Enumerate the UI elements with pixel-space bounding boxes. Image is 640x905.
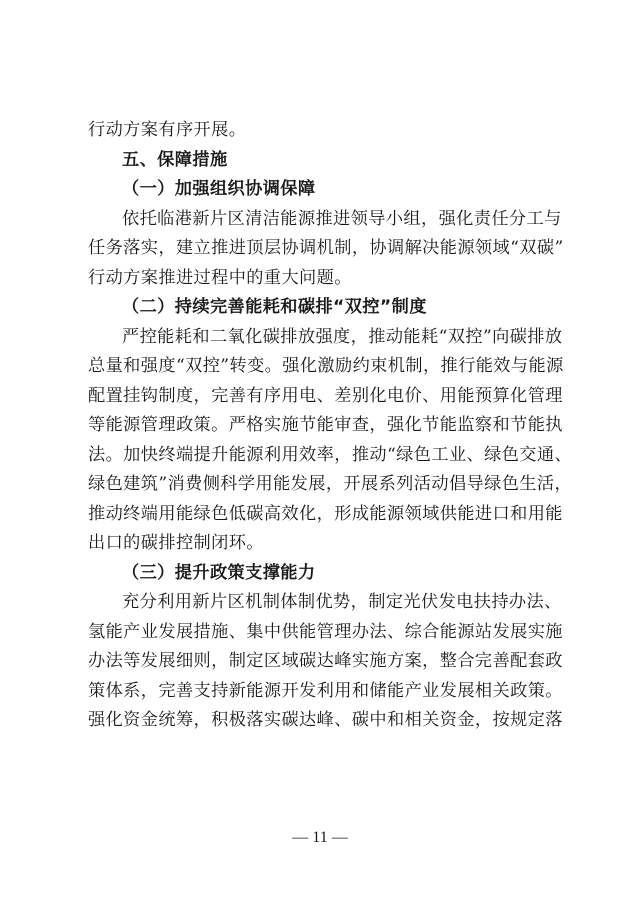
paragraph-line: 等能源管理政策。严格实施节能审查，强化节能监察和节能执	[88, 415, 563, 435]
subsection-heading: （一）加强组织协调保障	[122, 179, 316, 199]
paragraph-line: 氢能产业发展措施、集中供能管理办法、综合能源站发展实施	[88, 621, 563, 642]
page-number: — 11 —	[292, 829, 348, 846]
paragraph-line: 法。加快终端提升能源利用效率，推动“绿色工业、绿色交通、	[88, 444, 573, 465]
subsection-heading: （三）提升政策支撑能力	[122, 562, 316, 583]
paragraph-line: 配置挂钩制度，完善有序用电、差别化电价、用能预算化管理	[88, 385, 563, 406]
paragraph-line: 严控能耗和二氧化碳排放强度，推动能耗“双控”向碳排放	[122, 326, 563, 347]
paragraph-line: 推动终端用能绿色低碳高效化，形成能源领域供能进口和用能	[88, 503, 563, 524]
paragraph-line: 行动方案推进过程中的重大问题。	[88, 267, 352, 288]
paragraph-line: 依托临港新片区清洁能源推进领导小组，强化责任分工与	[122, 208, 562, 229]
paragraph-line: 总量和强度“双控”转变。强化激励约束机制，推行能效与能源	[88, 356, 564, 376]
section-heading: 五、保障措施	[122, 149, 228, 170]
paragraph-line: 行动方案有序开展。	[88, 120, 247, 140]
paragraph-line: 办法等发展细则，制定区域碳达峰实施方案，整合完善配套政	[88, 651, 563, 671]
document-body	[88, 116, 573, 736]
paragraph-line: 强化资金统筹，积极落实碳达峰、碳中和相关资金，按规定落	[88, 710, 563, 730]
paragraph-line: 任务落实，建立推进顶层协调机制，协调解决能源领域“双碳”	[88, 238, 564, 258]
paragraph-line: 策体系，完善支持新能源开发利用和储能产业发展相关政策。	[88, 680, 563, 701]
paragraph-line: 充分利用新片区机制体制优势，制定光伏发电扶持办法、	[122, 592, 562, 612]
paragraph-line: 出口的碳排控制闭环。	[88, 533, 264, 553]
subsection-heading: （二）持续完善能耗和碳排“双控”制度	[122, 297, 427, 317]
paragraph-line: 绿色建筑”消费侧科学用能发展，开展系列活动倡导绿色生活，	[88, 474, 573, 494]
